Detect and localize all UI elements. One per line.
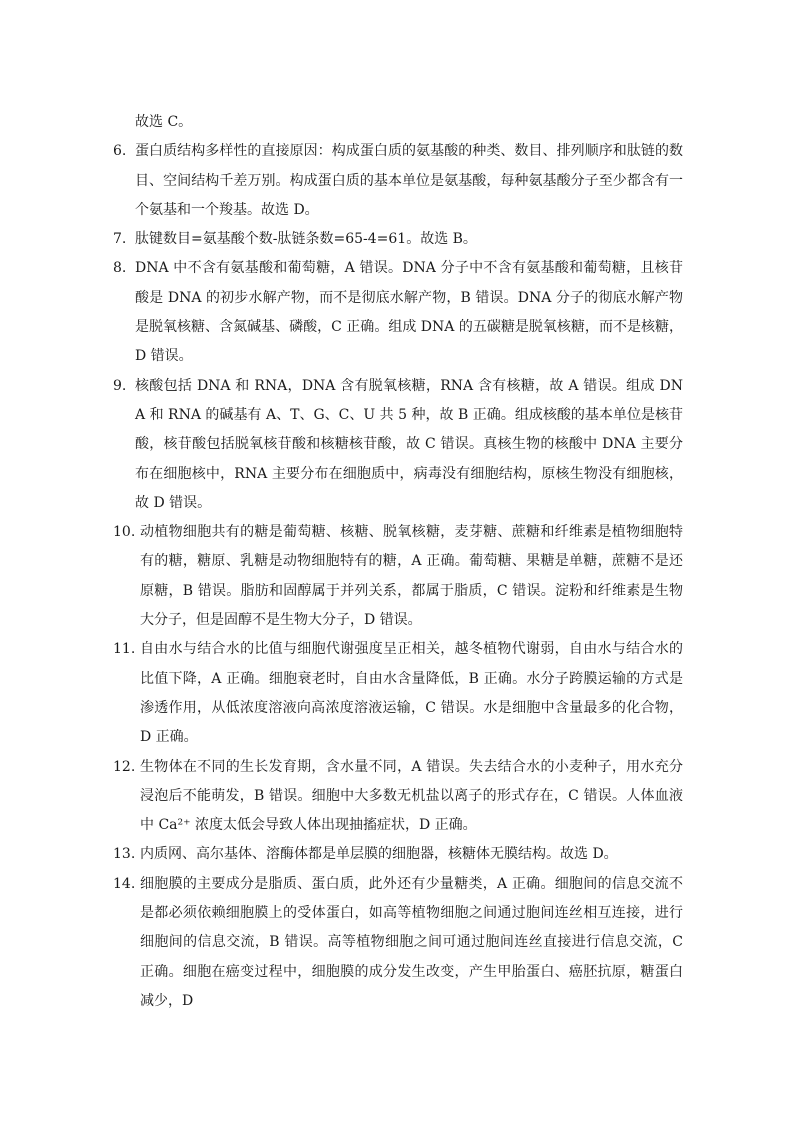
answer-item-9 — [113, 372, 683, 518]
answer-item-10 — [113, 518, 683, 635]
answer-number: 12. — [113, 758, 136, 775]
answer-item-12 — [113, 753, 683, 841]
answer-item-7 — [113, 225, 683, 254]
answer-item-14 — [113, 870, 683, 1016]
answer-number: 11. — [113, 641, 136, 658]
answer-number: 8. — [113, 260, 127, 277]
answer-text: 生物体在不同的生长发育期，含水量不同，A 错误。失去结合水的小麦种子，用水充分浸泡后不能萌发，B 错误。细胞中大多数无机盐以离子的形式存在，C 错误。人体血液中 Ca²⁺ 浓度太低会导致人体出现抽搐症状，D 正确。 — [140, 758, 683, 834]
answer-text: 故选 C。 — [135, 114, 193, 130]
answer-item-6 — [113, 137, 683, 225]
answer-text: 核酸包括 DNA 和 RNA，DNA 含有脱氧核糖，RNA 含有核糖，故 A 错误。组成 DNA 和 RNA 的碱基有 A、T、G、C、U 共 5 种，故 B 正确。组成核酸的基本单位是核苷酸，核苷酸包括脱氧核苷酸和核糖核苷酸，故 C 错误。真核生物的核酸中 DNA 主要分布在细胞核中，RNA 主要分布在细胞质中，病毒没有细胞结构，原核生物没有细胞核，故 D 错误。 — [135, 377, 683, 511]
answer-number: 7. — [113, 231, 127, 248]
answer-explanations — [113, 108, 683, 1016]
answer-text: 肽键数目=氨基酸个数-肽链条数=65-4=61。故选 B。 — [135, 231, 477, 248]
answer-text: 细胞膜的主要成分是脂质、蛋白质，此外还有少量糖类，A 正确。细胞间的信息交流不是都必须依赖细胞膜上的受体蛋白，如高等植物细胞之间通过胞间连丝相互连接，进行细胞间的信息交流，B 错误。高等植物细胞之间可通过胞间连丝直接进行信息交流，C 正确。细胞在癌变过程中，细胞膜的成分发生改变，产生甲胎蛋白、癌胚抗原，糖蛋白减少，D — [140, 875, 683, 1009]
answer-item-continuation — [113, 108, 683, 137]
answer-text: 内质网、高尔基体、溶酶体都是单层膜的细胞器，核糖体无膜结构。故选 D。 — [140, 846, 618, 863]
answer-item-11 — [113, 635, 683, 752]
answer-number: 13. — [113, 846, 136, 863]
answer-text: 动植物细胞共有的糖是葡萄糖、核糖、脱氧核糖，麦芽糖、蔗糖和纤维素是植物细胞特有的糖，糖原、乳糖是动物细胞特有的糖，A 正确。葡萄糖、果糖是单糖，蔗糖不是还原糖，B 错误。脂肪和固醇属于并列关系，都属于脂质，C 错误。淀粉和纤维素是生物大分子，但是固醇不是生物大分子，D 错误。 — [140, 524, 683, 629]
answer-text: 蛋白质结构多样性的直接原因：构成蛋白质的氨基酸的种类、数目、排列顺序和肽链的数目、空间结构千差万别。构成蛋白质的基本单位是氨基酸，每种氨基酸分子至少都含有一个氨基和一个羧基。故选 D。 — [135, 143, 683, 218]
answer-text: 自由水与结合水的比值与细胞代谢强度呈正相关，越冬植物代谢弱，自由水与结合水的比值下降，A 正确。细胞衰老时，自由水含量降低，B 正确。水分子跨膜运输的方式是渗透作用，从低浓度溶液向高浓度溶液运输，C 错误。水是细胞中含量最多的化合物，D 正确。 — [140, 641, 683, 746]
answer-number: 10. — [113, 524, 136, 541]
answer-item-13 — [113, 840, 683, 869]
answer-number: 14. — [113, 875, 136, 892]
answer-number: 9. — [113, 377, 127, 394]
answer-text: DNA 中不含有氨基酸和葡萄糖，A 错误。DNA 分子中不含有氨基酸和葡萄糖，且核苷酸是 DNA 的初步水解产物，而不是彻底水解产物，B 错误。DNA 分子的彻底水解产物是脱氧核糖、含氮碱基、磷酸，C 正确。组成 DNA 的五碳糖是脱氧核糖，而不是核糖，D 错误。 — [135, 260, 683, 365]
answer-number: 6. — [113, 143, 127, 160]
answer-item-8 — [113, 254, 683, 371]
